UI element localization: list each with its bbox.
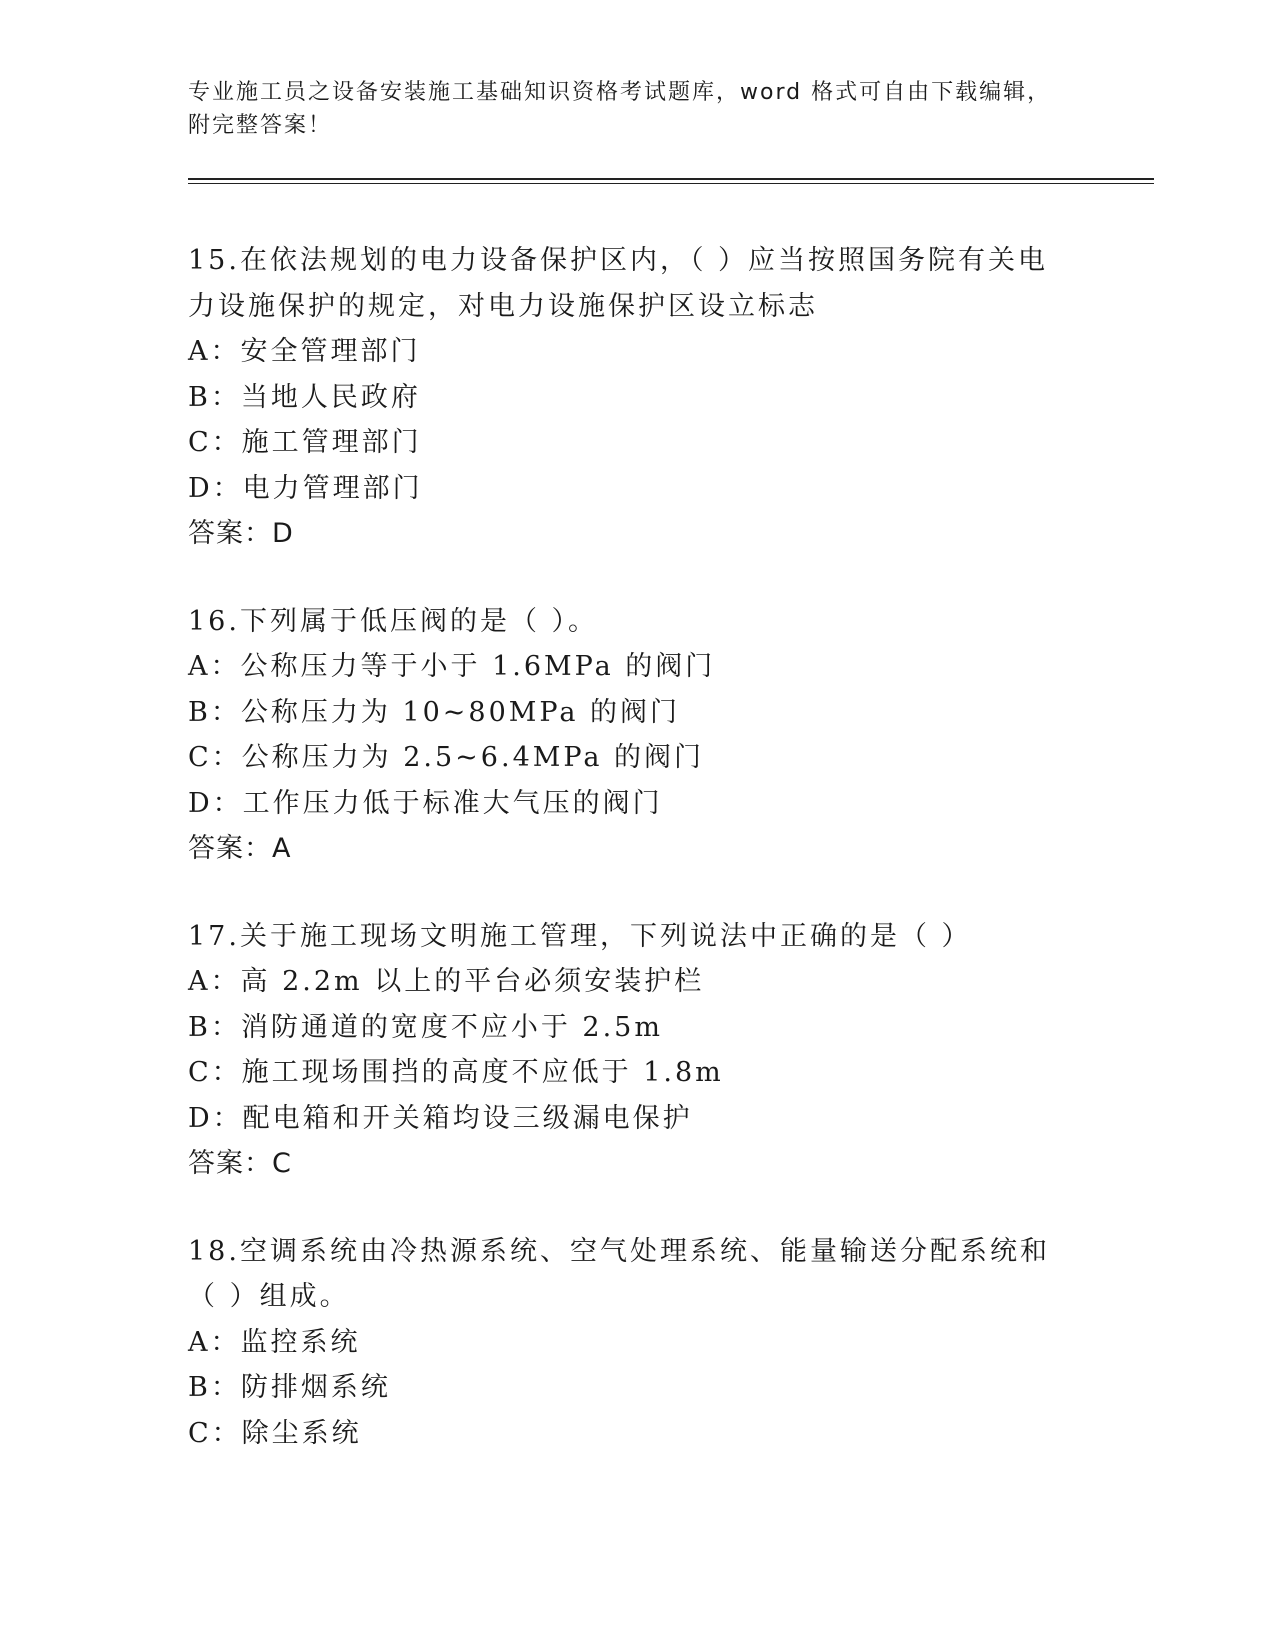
question-text: 17.关于施工现场文明施工管理，下列说法中正确的是（ ） [188, 920, 972, 952]
question-text: 16.下列属于低压阀的是（ ）。 [188, 605, 599, 637]
question-text: 18.空调系统由冷热源系统、空气处理系统、能量输送分配系统和（ ）组成。 [188, 1235, 1050, 1312]
option-d: D：配电箱和开关箱均设三级漏电保护 [188, 1102, 693, 1134]
document-header [188, 76, 1088, 142]
header-line-1: 专业施工员之设备安装施工基础知识资格考试题库，word 格式可自由下载编辑， [188, 80, 1052, 105]
option-c: C：公称压力为 2.5~6.4MPa 的阀门 [188, 742, 705, 773]
option-c: C：施工现场围挡的高度不应低于 1.8m [188, 1057, 724, 1088]
answer-label: 答案： [188, 518, 272, 549]
option-a: A：高 2.2m 以上的平台必须安装护栏 [188, 966, 705, 997]
option-b: B：公称压力为 10~80MPa 的阀门 [188, 696, 681, 728]
option-c: C：施工管理部门 [188, 427, 422, 458]
option-a: A：安全管理部门 [188, 336, 421, 367]
question-17 [188, 914, 1088, 1187]
answer-label: 答案： [188, 833, 272, 864]
answer-line [188, 1141, 1088, 1187]
header-rule [188, 178, 1154, 180]
question-16 [188, 599, 1088, 872]
answer-label: 答案： [188, 1148, 272, 1179]
question-15 [188, 238, 1088, 557]
question-list [188, 238, 1088, 1498]
header-rule-thin [188, 183, 1154, 184]
option-a: A：公称压力等于小于 1.6MPa 的阀门 [188, 651, 716, 682]
answer-line [188, 826, 1088, 872]
option-b: B：消防通道的宽度不应小于 2.5m [188, 1011, 663, 1043]
question-text: 15.在依法规划的电力设备保护区内，（ ）应当按照国务院有关电力设施保护的规定，对电力设施保护区设立标志 [188, 245, 1049, 322]
header-line-2: 附完整答案！ [188, 113, 333, 138]
option-c: C：除尘系统 [188, 1417, 362, 1449]
question-18 [188, 1229, 1088, 1457]
answer-value: D [272, 518, 294, 549]
answer-value: A [272, 833, 292, 864]
option-b: B：防排烟系统 [188, 1372, 391, 1403]
option-b: B：当地人民政府 [188, 381, 421, 413]
answer-line [188, 511, 1088, 557]
option-a: A：监控系统 [188, 1326, 361, 1358]
option-d: D：工作压力低于标准大气压的阀门 [188, 787, 663, 819]
option-d: D：电力管理部门 [188, 472, 423, 504]
answer-value: C [272, 1148, 292, 1179]
